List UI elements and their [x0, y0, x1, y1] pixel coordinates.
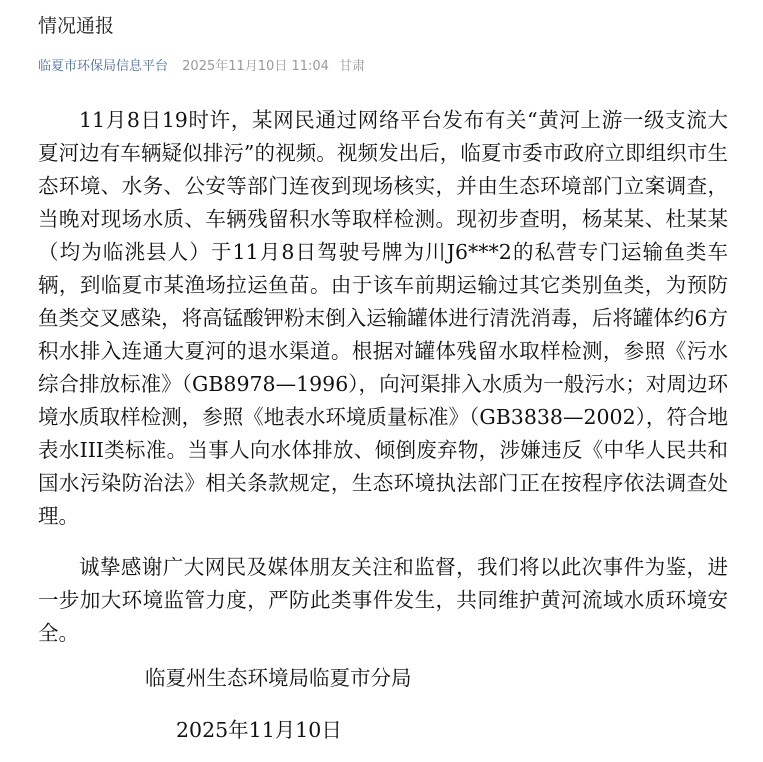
body-paragraph-1: 11月8日19时许，某网民通过网络平台发布有关“黄河上游一级支流大夏河边有车辆疑似排污”的视频。视频发出后，临夏市委市政府立即组织市生态环境、水务、公安等部门连夜到现场核实，并由生态环境部门立案调查，当晚对现场水质、车辆残留积水等取样检测。现初步查明，杨某某、杜某某（均为临洮县人）于11月8日驾驶号牌为川J6***2的私营专门运输鱼类车辆，到临夏市某渔场拉运鱼苗。由于该车前期运输过其它类别鱼类，为预防鱼类交叉感染，将高锰酸钾粉末倒入运输罐体进行清洗消毒，后将罐体约6方积水排入连通大夏河的退水渠道。根据对罐体残留水取样检测，参照《污水综合排放标准》（GB8978—1996），向河渠排入水质为一般污水；对周边环境水质取样检测，参照《地表水环境质量标准》（GB3838—2002），符合地表水III类标准。当事人向水体排放、倾倒废弃物，涉嫌违反《中华人民共和国水污染防治法》相关条款规定，生态环境执法部门正在按程序依法调查处理。 — [38, 108, 728, 528]
signature-date: 2025年11月10日 — [176, 718, 342, 742]
article-meta — [38, 57, 365, 77]
article-body — [38, 104, 728, 650]
signature-organization: 临夏州生态环境局临夏市分局 — [145, 666, 412, 690]
article-title: 情况通报 — [38, 15, 115, 37]
publish-region: 甘肃 — [339, 59, 366, 74]
body-paragraph-2: 诚挚感谢广大网民及媒体朋友关注和监督，我们将以此次事件为鉴，进一步加大环境监管力度，严防此类事件发生，共同维护黄河流域水质环境安全。 — [38, 555, 728, 645]
publish-date: 2025年11月10日 11:04 — [182, 59, 329, 74]
account-name-link[interactable]: 临夏市环保局信息平台 — [38, 59, 169, 74]
